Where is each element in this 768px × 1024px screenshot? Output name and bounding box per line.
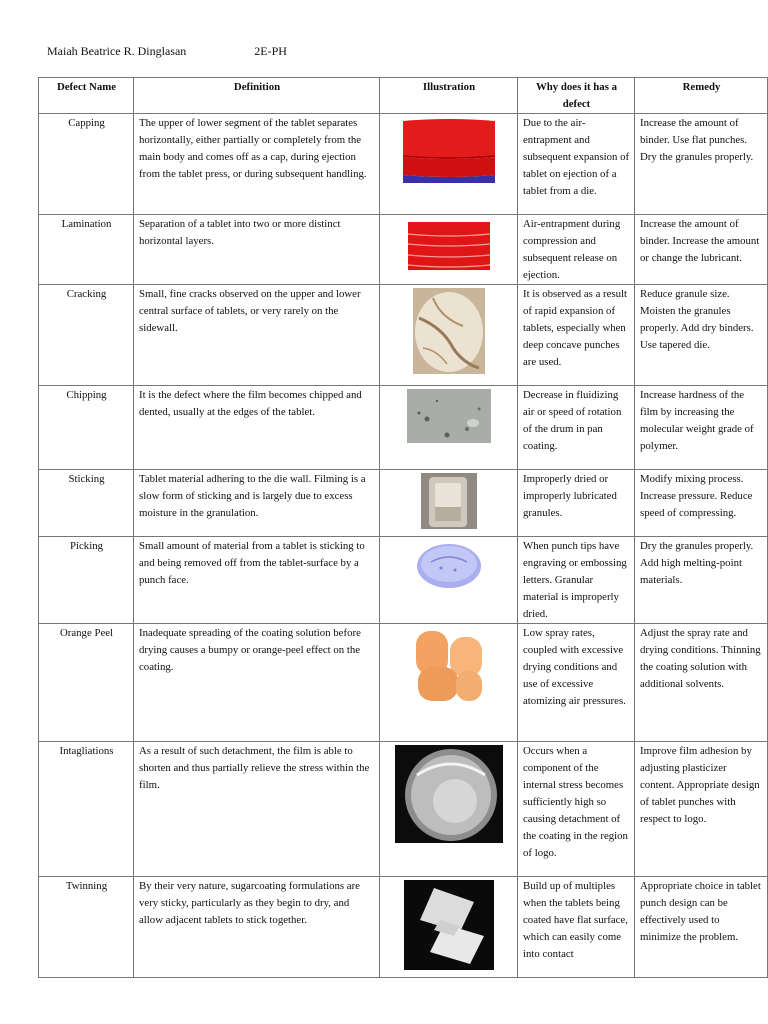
defect-name: Capping	[39, 114, 134, 215]
defect-definition: Tablet material adhering to the die wall. Filming is a slow form of sticking and is largely due to excess moisture in the granulation.	[134, 470, 380, 537]
table-row	[39, 215, 768, 285]
lamination-illustration	[406, 218, 492, 274]
illustration-cell	[380, 537, 518, 624]
defect-name: Orange Peel	[39, 624, 134, 742]
defect-remedy: Appropriate choice in tablet punch design can be effectively used to minimize the problem.	[635, 877, 768, 978]
defect-remedy: Increase the amount of binder. Increase the amount or change the lubricant.	[635, 215, 768, 285]
defects-table	[38, 77, 768, 978]
defect-name: Chipping	[39, 386, 134, 470]
defect-name: Picking	[39, 537, 134, 624]
defect-remedy: Modify mixing process. Increase pressure. Reduce speed of compressing.	[635, 470, 768, 537]
capping-illustration	[399, 117, 499, 185]
defect-remedy: Adjust the spray rate and drying conditions. Thinning the coating solution with additional solvents.	[635, 624, 768, 742]
defect-name: Lamination	[39, 215, 134, 285]
table-row	[39, 470, 768, 537]
table-row	[39, 624, 768, 742]
course-section: 2E-PH	[254, 44, 287, 58]
cracking-photo	[413, 288, 485, 374]
defect-definition: By their very nature, sugarcoating formulations are very sticky, particularly as they begin to dry, and allow adjacent tablets to stick together.	[134, 877, 380, 978]
table-row	[39, 877, 768, 978]
defect-remedy: Reduce granule size. Moisten the granules properly. Add dry binders. Use tapered die.	[635, 285, 768, 386]
defect-remedy: Increase the amount of binder. Use flat punches. Dry the granules properly.	[635, 114, 768, 215]
defect-cause: Low spray rates, coupled with excessive drying conditions and use of excessive atomizing air pressures.	[518, 624, 635, 742]
defect-definition: As a result of such detachment, the film is able to shorten and thus partially relieve the stress within the film.	[134, 742, 380, 877]
defect-definition: Small, fine cracks observed on the upper and lower central surface of tablets, or very rarely on the sidewall.	[134, 285, 380, 386]
defect-remedy: Dry the granules properly. Add high melting-point materials.	[635, 537, 768, 624]
defect-name: Twinning	[39, 877, 134, 978]
defect-definition: Inadequate spreading of the coating solution before drying causes a bumpy or orange-peel effect on the coating.	[134, 624, 380, 742]
defect-cause: Improperly dried or improperly lubricated granules.	[518, 470, 635, 537]
illustration-cell	[380, 386, 518, 470]
table-row	[39, 537, 768, 624]
defect-cause: Build up of multiples when the tablets being coated have flat surface, which can easily come into contact	[518, 877, 635, 978]
illustration-cell	[380, 114, 518, 215]
document-header	[47, 44, 287, 59]
defect-cause: Air-entrapment during compression and subsequent release on ejection.	[518, 215, 635, 285]
illustration-cell	[380, 624, 518, 742]
orange-peel-photo	[414, 627, 484, 703]
sticking-photo	[421, 473, 477, 529]
defect-cause: It is observed as a result of rapid expansion of tablets, especially when deep concave punches are used.	[518, 285, 635, 386]
illustration-cell	[380, 877, 518, 978]
table-row	[39, 114, 768, 215]
table-row	[39, 285, 768, 386]
defect-definition: The upper of lower segment of the tablet separates horizontally, either partially or completely from the main body and comes off as a cap, during ejection from the tablet press, or during subsequent handling.	[134, 114, 380, 215]
defect-name: Intagliations	[39, 742, 134, 877]
defect-cause: When punch tips have engraving or embossing letters. Granular material is improperly dried.	[518, 537, 635, 624]
defect-definition: Separation of a tablet into two or more distinct horizontal layers.	[134, 215, 380, 285]
defect-cause: Occurs when a component of the internal stress becomes sufficiently high so causing detachment of the coating in the region of logo.	[518, 742, 635, 877]
table-row	[39, 742, 768, 877]
defect-cause: Due to the air-entrapment and subsequent expansion of tablet on ejection of a tablet from a die.	[518, 114, 635, 215]
defect-cause: Decrease in fluidizing air or speed of rotation of the drum in pan coating.	[518, 386, 635, 470]
defect-name: Sticking	[39, 470, 134, 537]
column-header-defect-name: Defect Name	[39, 78, 134, 114]
defect-remedy: Improve film adhesion by adjusting plasticizer content. Appropriate design of tablet punches with respect to logo.	[635, 742, 768, 877]
defect-definition: Small amount of material from a tablet is sticking to and being removed off from the tablet-surface by a punch face.	[134, 537, 380, 624]
chipping-photo	[407, 389, 491, 443]
author-name: Maiah Beatrice R. Dinglasan	[47, 44, 187, 58]
table-header-row	[39, 78, 768, 114]
table-row	[39, 386, 768, 470]
illustration-cell	[380, 285, 518, 386]
illustration-cell	[380, 742, 518, 877]
picking-photo	[413, 540, 485, 590]
twinning-photo	[404, 880, 494, 970]
intagliations-photo	[395, 745, 503, 843]
column-header-why: Why does it has a defect	[518, 78, 635, 114]
illustration-cell	[380, 470, 518, 537]
illustration-cell	[380, 215, 518, 285]
defect-definition: It is the defect where the film becomes chipped and dented, usually at the edges of the tablet.	[134, 386, 380, 470]
defect-remedy: Increase hardness of the film by increasing the molecular weight grade of polymer.	[635, 386, 768, 470]
column-header-definition: Definition	[134, 78, 380, 114]
column-header-remedy: Remedy	[635, 78, 768, 114]
column-header-illustration: Illustration	[380, 78, 518, 114]
defect-name: Cracking	[39, 285, 134, 386]
